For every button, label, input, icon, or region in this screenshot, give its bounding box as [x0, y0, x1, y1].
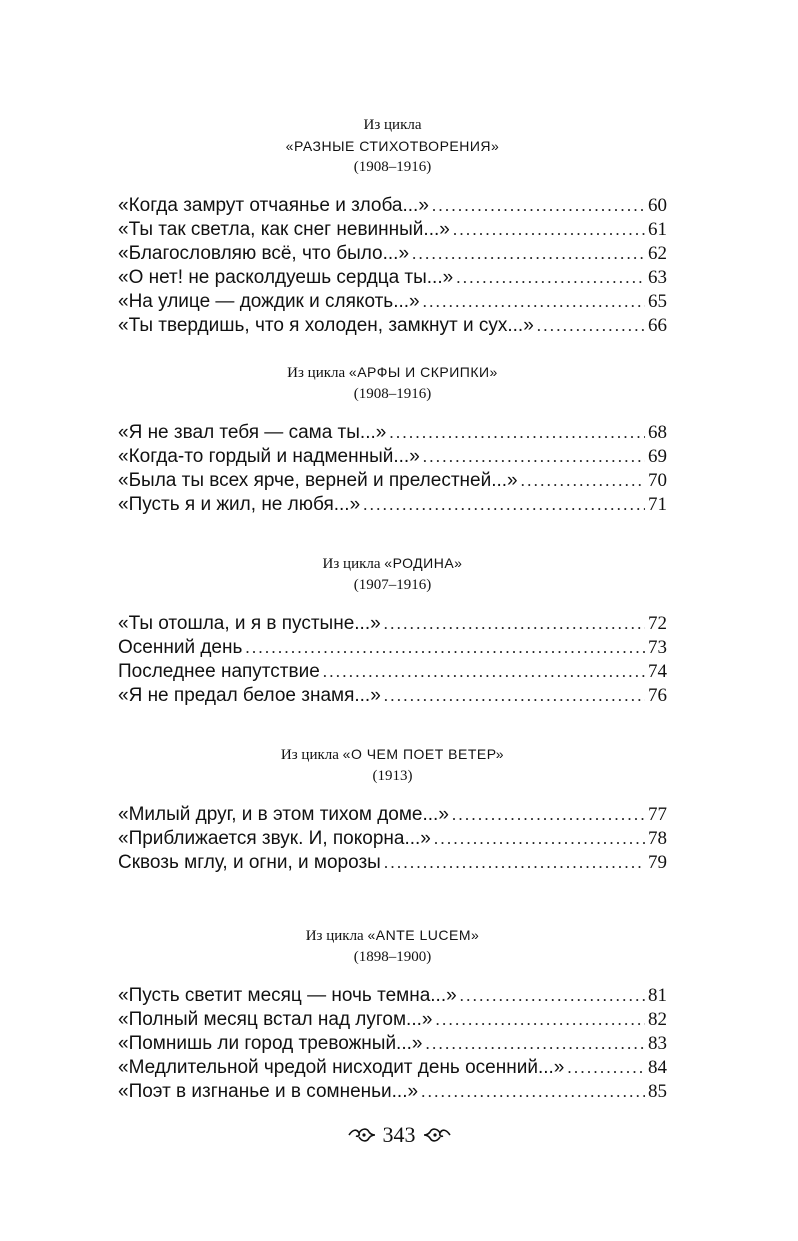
- entry-title: «Ты отошла, и я в пустыне...»: [118, 613, 381, 634]
- page-number: 343: [382, 1122, 416, 1147]
- entry-page: 65: [648, 291, 667, 312]
- leader-dots: [435, 1008, 645, 1032]
- entry-page: 70: [648, 470, 667, 491]
- entry-page: 83: [648, 1033, 667, 1054]
- leader-dots: [423, 290, 645, 314]
- toc-section: [118, 362, 667, 517]
- entry-page: 71: [648, 494, 667, 515]
- toc-section: [118, 744, 667, 875]
- cycle-years: (1908–1916): [353, 386, 432, 402]
- toc-section: [118, 553, 667, 708]
- toc-entry: [118, 421, 667, 445]
- entry-title: Сквозь мглу, и огни, и морозы: [118, 852, 381, 873]
- toc-entry: [118, 612, 667, 636]
- cycle-title: «ANTE LUCEM»: [367, 927, 480, 943]
- toc-section: [118, 925, 667, 1104]
- entry-page: 78: [648, 828, 667, 849]
- entry-page: 84: [648, 1057, 667, 1078]
- entry-title: «На улице — дождик и слякоть...»: [118, 291, 420, 312]
- entry-title: «Когда-то гордый и надменный...»: [118, 446, 420, 467]
- cycle-title: «АРФЫ И СКРИПКИ»: [348, 364, 498, 380]
- toc-entry: [118, 984, 667, 1008]
- cycle-years: (1908–1916): [353, 159, 432, 175]
- entry-page: 62: [648, 243, 667, 264]
- leader-dots: [434, 827, 645, 851]
- leader-dots: [432, 194, 645, 218]
- toc-section: [118, 115, 667, 338]
- entry-page: 79: [648, 852, 667, 873]
- entry-title: «Поэт в изгнанье и в сомненьи...»: [118, 1081, 419, 1102]
- toc-entry: [118, 1032, 667, 1056]
- entry-title: Последнее напутствие: [118, 661, 320, 682]
- toc-entry: [118, 493, 667, 517]
- leader-dots: [423, 445, 645, 469]
- toc-entry: [118, 636, 667, 660]
- leader-dots: [425, 1032, 645, 1056]
- section-heading: [118, 744, 667, 787]
- leader-dots: [537, 314, 645, 338]
- leader-dots: [245, 636, 645, 660]
- toc-entry: [118, 469, 667, 493]
- entry-title: «Приближается звук. И, покорна...»: [118, 828, 431, 849]
- toc-entry: [118, 803, 667, 827]
- entry-page: 74: [648, 661, 667, 682]
- toc-entries: [118, 803, 667, 875]
- toc-entry: [118, 827, 667, 851]
- cycle-prefix: Из цикла: [305, 928, 364, 944]
- entry-page: 61: [648, 219, 667, 240]
- leader-dots: [412, 242, 645, 266]
- entry-title: «Ты твердишь, что я холоден, замкнут и сух...»: [118, 315, 534, 336]
- entry-page: 66: [648, 315, 667, 336]
- leader-dots: [567, 1056, 645, 1080]
- toc-entry: [118, 290, 667, 314]
- toc-entry: [118, 1056, 667, 1080]
- section-heading: [118, 362, 667, 405]
- leader-dots: [363, 493, 645, 517]
- leader-dots: [453, 218, 645, 242]
- leader-dots: [323, 660, 645, 684]
- entry-title: «Я не звал тебя — сама ты...»: [118, 422, 387, 443]
- leader-dots: [452, 803, 645, 827]
- leader-dots: [384, 612, 645, 636]
- flourish-right-icon: [422, 1125, 452, 1145]
- leader-dots: [384, 684, 645, 708]
- entry-page: 81: [648, 985, 667, 1006]
- entry-page: 73: [648, 637, 667, 658]
- section-heading: [118, 115, 667, 178]
- toc-entries: [118, 421, 667, 517]
- section-heading: [118, 925, 667, 968]
- leader-dots: [521, 469, 645, 493]
- leader-dots: [460, 984, 645, 1008]
- entry-page: 85: [648, 1081, 667, 1102]
- toc-entry: [118, 1080, 667, 1104]
- entry-page: 60: [648, 195, 667, 216]
- cycle-years: (1898–1900): [353, 949, 432, 965]
- cycle-title: «О ЧЕМ ПОЕТ ВЕТЕР»: [342, 746, 505, 762]
- toc-entry: [118, 314, 667, 338]
- entry-page: 76: [648, 685, 667, 706]
- cycle-years: (1907–1916): [353, 577, 432, 593]
- entry-title: «Ты так светла, как снег невинный...»: [118, 219, 450, 240]
- entry-page: 72: [648, 613, 667, 634]
- cycle-title: «РАЗНЫЕ СТИХОТВОРЕНИЯ»: [285, 138, 500, 154]
- entry-title: «Была ты всех ярче, верней и прелестней...»: [118, 470, 518, 491]
- entry-title: «Милый друг, и в этом тихом доме...»: [118, 804, 449, 825]
- entry-page: 69: [648, 446, 667, 467]
- cycle-prefix: Из цикла: [322, 556, 381, 572]
- toc-entry: [118, 1008, 667, 1032]
- entry-title: «Помнишь ли город тревожный...»: [118, 1033, 423, 1054]
- toc-entry: [118, 445, 667, 469]
- section-heading: [118, 553, 667, 596]
- entry-page: 68: [648, 422, 667, 443]
- entry-title: «Пусть я и жил, не любя...»: [118, 494, 361, 515]
- cycle-prefix: Из цикла: [287, 365, 346, 381]
- toc-entry: [118, 684, 667, 708]
- entry-title: «Полный месяц встал над лугом...»: [118, 1009, 433, 1030]
- entry-title: «Когда замрут отчаянье и злоба...»: [118, 195, 429, 216]
- entry-title: «О нет! не расколдуешь сердца ты...»: [118, 267, 454, 288]
- leader-dots: [389, 421, 645, 445]
- cycle-prefix: Из цикла: [363, 117, 422, 133]
- entry-title: «Я не предал белое знамя...»: [118, 685, 381, 706]
- entry-page: 82: [648, 1009, 667, 1030]
- toc-entry: [118, 660, 667, 684]
- cycle-prefix: Из цикла: [280, 747, 339, 763]
- entry-title: «Благословляю всё, что было...»: [118, 243, 410, 264]
- toc-entries: [118, 194, 667, 338]
- toc-entry: [118, 242, 667, 266]
- toc-entry: [118, 266, 667, 290]
- toc-entries: [118, 984, 667, 1104]
- entry-title: «Медлительной чредой нисходит день осенний...»: [118, 1057, 565, 1078]
- leader-dots: [384, 851, 645, 875]
- toc-entry: [118, 194, 667, 218]
- flourish-left-icon: [347, 1125, 377, 1145]
- entry-page: 63: [648, 267, 667, 288]
- toc-entry: [118, 218, 667, 242]
- entry-title: «Пусть светит месяц — ночь темна...»: [118, 985, 457, 1006]
- leader-dots: [456, 266, 645, 290]
- leader-dots: [421, 1080, 645, 1104]
- page-folio: [0, 1122, 798, 1148]
- entry-title: Осенний день: [118, 637, 243, 658]
- cycle-years: (1913): [372, 768, 413, 784]
- entry-page: 77: [648, 804, 667, 825]
- toc-entry: [118, 851, 667, 875]
- cycle-title: «РОДИНА»: [384, 555, 463, 571]
- toc-entries: [118, 612, 667, 708]
